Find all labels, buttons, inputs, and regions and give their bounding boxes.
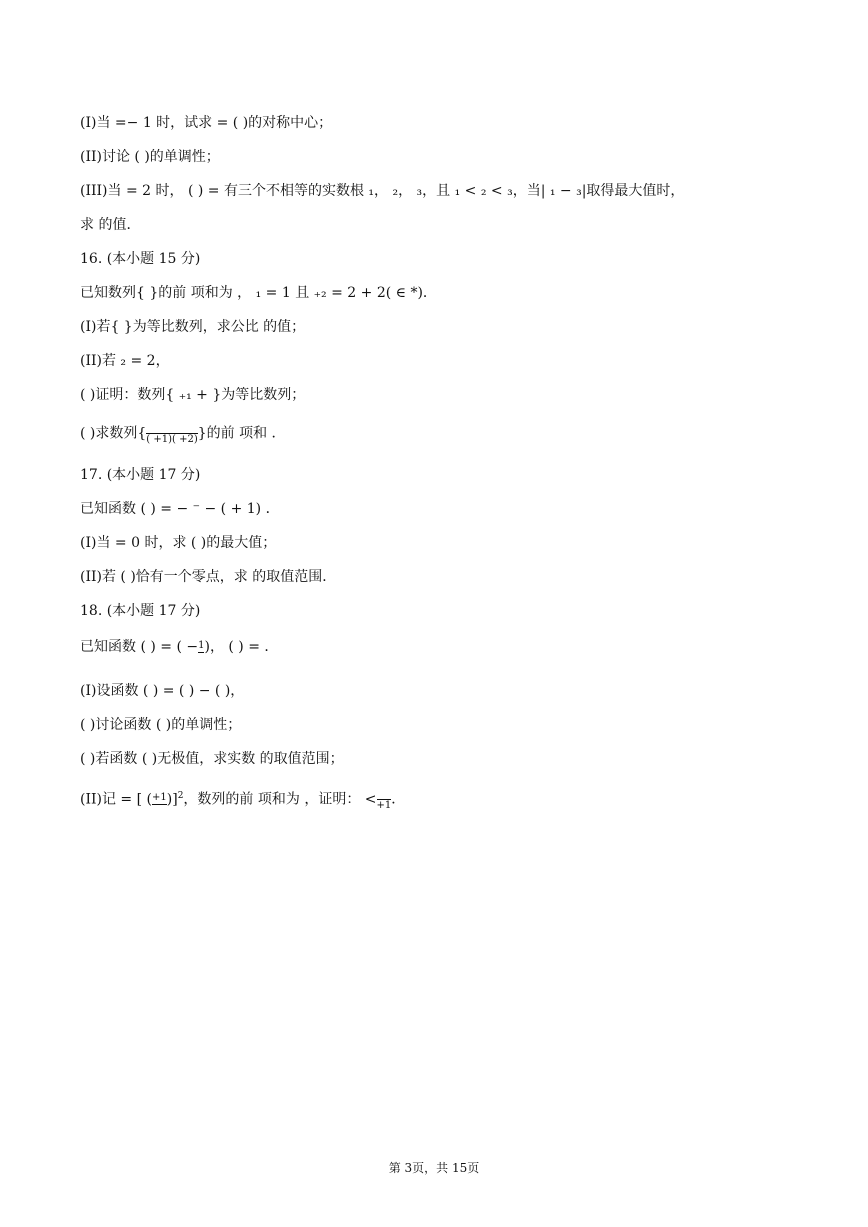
line-text-after: )] [166,791,178,808]
question-15-part-2: (II)讨论 ( )的单调性； [80,149,220,165]
line-text: 已知函数 ( ) = ( − [80,639,199,655]
question-18-part-2 [80,788,405,811]
question-15-part-1: (I)当 =− 1 时，试求 = ( )的对称中心； [80,115,333,131]
fraction: 1 [198,639,205,651]
page-footer: 第 3页，共 15页 [388,1161,480,1175]
question-16-part-1: (I)若{ }为等比数列，求公比 的值； [80,319,306,335]
question-16-part-2-i: ( )证明：数列{ ₊₁ + }为等比数列； [80,387,306,403]
superscript: 2 [177,790,184,801]
question-18-header: 18. (本小题 17 分) [80,603,201,619]
fraction: +1 [152,792,167,803]
question-17-header: 17. (本小题 17 分) [80,467,201,483]
question-17-part-2: (II)若 ( )恰有一个零点，求 的取值范围． [80,569,337,585]
question-15-part-3-cont: 求 的值． [80,217,141,233]
question-18-part-1-ii: ( )若函数 ( )无极值，求实数 的取值范围； [80,751,344,767]
line-text: (II)记 = [ ( [80,791,152,808]
question-15-part-3: (III)当 = 2 时， ( ) = 有三个不相等的实数根 ₁， ₂， ₃，且 ₁ < ₂ < ₃，当| ₁ − ₃|取得最大值时， [80,183,685,199]
question-18-stem [80,638,278,656]
fraction: ( +1)( +2) [146,434,198,445]
line-text-after: )， ( ) = ． [204,639,279,655]
line-text-tail: ，数列的前 项和为 ，证明： < [183,791,377,808]
fraction: +1 [376,800,392,811]
line-text: ( )求数列{ [80,425,147,442]
line-text-after: }的前 项和 ． [197,425,286,442]
question-17-stem: 已知函数 ( ) = − ⁻ − ( + 1) ． [80,501,280,517]
question-16-part-2: (II)若 ₂ = 2， [80,353,170,369]
question-16-stem: 已知数列{ }的前 项和为 ， ₁ = 1 且 ₊₂ = 2 + 2( ∈ *)． [80,285,437,301]
question-18-part-1-i: ( )讨论函数 ( )的单调性； [80,717,242,733]
question-16-part-2-ii [80,422,286,445]
question-16-header: 16. (本小题 15 分) [80,251,201,267]
question-17-part-1: (I)当 = 0 时，求 ( )的最大值； [80,535,277,551]
line-text-end: ． [391,791,406,808]
question-18-part-1: (I)设函数 ( ) = ( ) − ( )， [80,683,245,699]
